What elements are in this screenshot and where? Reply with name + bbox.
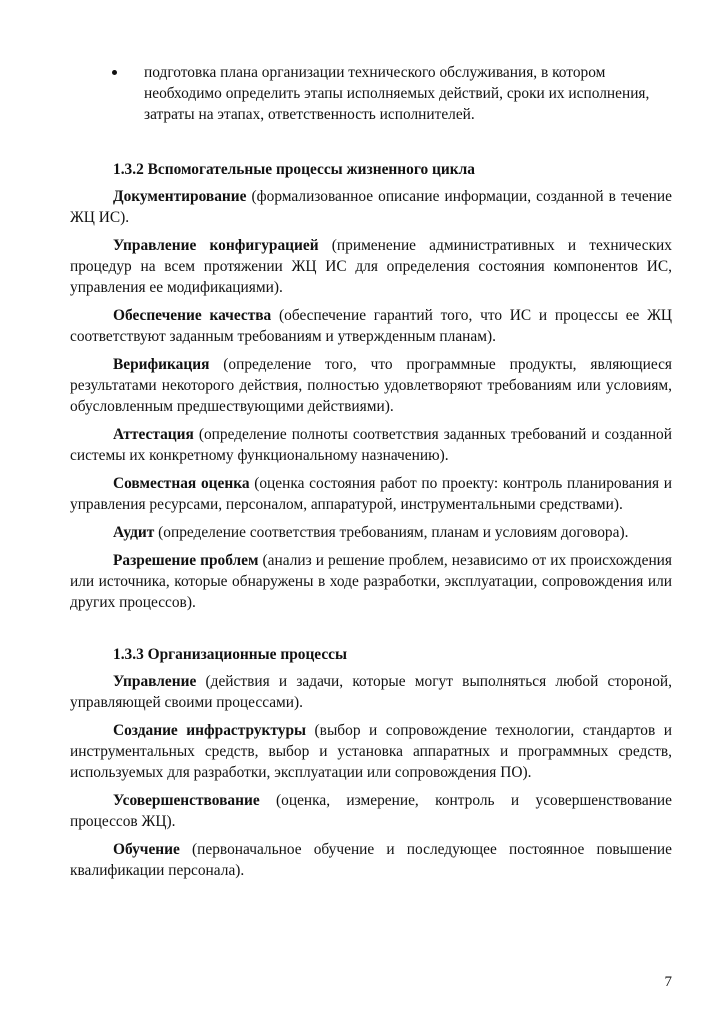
bullet-list-item [70, 62, 672, 125]
paragraph-training [70, 839, 672, 881]
term: Аудит [113, 524, 155, 541]
term-description: (первоначальное обучение и последующее постоянное повышение квалификации персонала). [70, 841, 672, 879]
section-heading-1-3-3: 1.3.3 Организационные процессы [113, 646, 348, 663]
paragraph-configuration-management [70, 235, 672, 298]
term-description: (обеспечение гарантий того, что ИС и процессы ее ЖЦ соответствуют заданным требованиям и утвержденным планам). [70, 307, 672, 345]
term: Разрешение проблем [113, 552, 259, 569]
paragraph-management [70, 671, 672, 713]
page-number: 7 [664, 974, 672, 990]
term-description: (действия и задачи, которые могут выполняться любой стороной, управляющей своими процессами). [70, 673, 672, 711]
term-description: (анализ и решение проблем, независимо от их происхождения или источника, которые обнаружены в ходе разработки, эксплуатации, сопровождения или других процессов). [70, 552, 672, 611]
paragraph-audit [70, 522, 672, 543]
term: Документирование [113, 188, 247, 205]
term-description: (выбор и сопровождение технологии, стандартов и инструментальных средств, выбор и установка аппаратных и программных средств, используемых для разработки, эксплуатации или сопровождения ПО). [70, 722, 672, 781]
term-description: (оценка состояния работ по проекту: контроль планирования и управления ресурсами, персоналом, аппаратурой, инструментальными средствами). [70, 475, 673, 513]
term-description: (применение административных и технических процедур на всем протяжении ЖЦ ИС для определения состояния компонентов ИС, управления ее модификациями). [70, 237, 672, 296]
term: Усовершенствование [113, 792, 260, 809]
term: Аттестация [113, 426, 194, 443]
bullet-text: подготовка плана организации технического обслуживания, в котором необходимо определить этапы исполняемых действий, сроки их исполнения, затраты на этапах, ответственность исполнителей. [144, 64, 650, 123]
bullet-dot-icon [112, 70, 117, 75]
paragraph-joint-review [70, 473, 672, 515]
term: Совместная оценка [113, 475, 250, 492]
term: Обеспечение качества [113, 307, 272, 324]
paragraph-documentation [70, 186, 672, 228]
term-description: (оценка, измерение, контроль и усовершенствование процессов ЖЦ). [70, 792, 672, 830]
term: Управление [113, 673, 197, 690]
term: Верификация [113, 356, 210, 373]
term-description: (формализованное описание информации, созданной в течение ЖЦ ИС). [70, 188, 672, 226]
paragraph-problem-resolution [70, 550, 672, 613]
term: Создание инфраструктуры [113, 722, 307, 739]
term-description: (определение полноты соответствия заданных требований и созданной системы их конкретному функциональному назначению). [70, 426, 672, 464]
section-spacer [70, 620, 672, 644]
paragraph-infrastructure [70, 720, 672, 783]
term: Обучение [113, 841, 180, 858]
term: Управление конфигурацией [113, 237, 319, 254]
term-description: (определение того, что программные продукты, являющиеся результатами некоторого действия, полностью удовлетворяют требованиям или условиям, обусловленным предшествующими действиями). [70, 356, 672, 415]
paragraph-improvement [70, 790, 672, 832]
paragraph-verification [70, 354, 672, 417]
document-page [70, 62, 672, 888]
term-description: (определение соответствия требованиям, планам и условиям договора). [154, 524, 629, 541]
paragraph-attestation [70, 424, 672, 466]
section-heading-1-3-2: 1.3.2 Вспомогательные процессы жизненного цикла [113, 161, 475, 178]
paragraph-quality-assurance [70, 305, 672, 347]
